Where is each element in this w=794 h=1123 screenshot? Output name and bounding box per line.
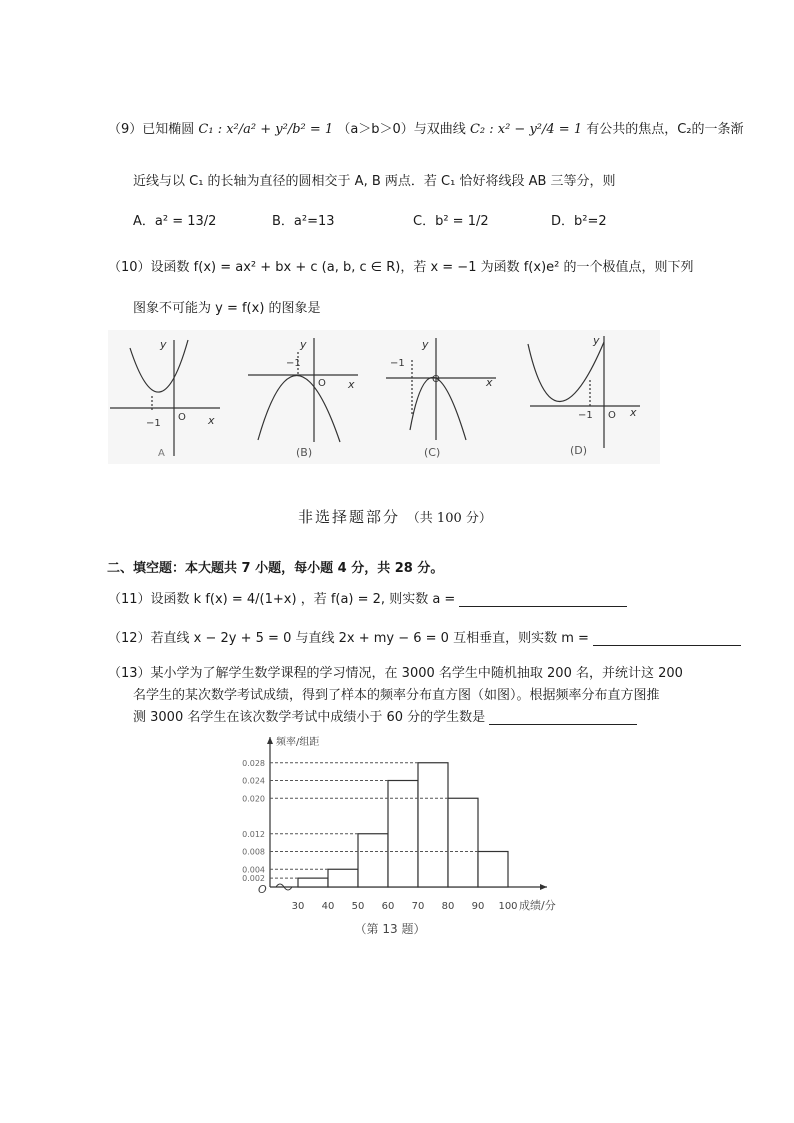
- graph-c-curve: [410, 377, 466, 440]
- graph-c-neg-one: −1: [390, 358, 405, 369]
- graph-d-x-label: x: [630, 406, 637, 419]
- histogram-bar: [388, 781, 418, 888]
- x-tick-label: 40: [321, 901, 335, 912]
- y-tick-label: 0.028: [242, 758, 265, 768]
- q9-option-b: B．a²=13: [272, 214, 335, 229]
- histogram-bar: [298, 878, 328, 887]
- histogram-bar: [328, 869, 358, 887]
- x-tick-label: 30: [291, 901, 305, 912]
- y-tick-label: 0.004: [242, 865, 265, 875]
- q9-hyperbola-equation: C₂ : x² − y²/4 = 1: [469, 122, 583, 137]
- q10-graph-panel: [108, 330, 660, 464]
- q13-answer-blank[interactable]: [489, 709, 637, 725]
- q9-option-d: D．b²=2: [551, 214, 607, 229]
- y-tick-label: 0.008: [242, 847, 265, 857]
- y-tick-label: 0.024: [242, 776, 265, 786]
- x-tick-label: 50: [351, 901, 365, 912]
- q13-line3-text: 测 3000 名学生在该次数学考试中成绩小于 60 分的学生数是: [133, 710, 486, 725]
- graph-b-origin: O: [318, 378, 326, 389]
- graph-b-neg-one: −1: [286, 358, 301, 369]
- y-axis-arrow: [267, 737, 273, 744]
- graph-b-x-label: x: [348, 378, 355, 391]
- q11-text: （11）设函数 k f(x) = 4/(1+x) ，若 f(a) = 2, 则实数 a =: [108, 592, 456, 607]
- graph-a-origin: O: [178, 412, 186, 423]
- graph-d-curve: [528, 342, 604, 402]
- graph-a: [110, 340, 220, 456]
- q10-line2: 图象不可能为 y = f(x) 的图象是: [133, 301, 321, 316]
- q11-answer-blank[interactable]: [459, 591, 627, 607]
- histogram-bar: [358, 834, 388, 887]
- histogram: [225, 735, 565, 944]
- q10-graphs-svg: [108, 330, 660, 464]
- graph-c-x-label: x: [486, 376, 493, 389]
- graph-d-caption: (D): [570, 444, 588, 457]
- y-axis-label: 频率/组距: [276, 737, 320, 748]
- q9-option-a: A．a² = 13/2: [133, 214, 217, 229]
- q12-answer-blank[interactable]: [593, 630, 741, 646]
- y-tick-label: 0.012: [242, 829, 265, 839]
- section-title-text: 非选择题部分: [298, 508, 401, 526]
- histogram-caption: （第 13 题）: [354, 922, 426, 936]
- q11-line: [108, 588, 627, 607]
- y-tick-label: 0.020: [242, 794, 265, 804]
- graph-d: [528, 336, 640, 448]
- graph-c: [386, 338, 496, 440]
- graph-b-caption: (B): [296, 446, 313, 459]
- graph-b-curve: [258, 375, 340, 442]
- section-title: [298, 506, 492, 527]
- histogram-bar: [478, 852, 508, 888]
- q13-line3: [133, 706, 637, 725]
- x-tick-label: 100: [498, 901, 518, 912]
- q10-line1: （10）设函数 f(x) = ax² + bx + c (a, b, c ∈ R)，若 x = −1 为函数 f(x)e² 的一个极值点，则下列: [108, 260, 694, 275]
- x-axis-arrow: [540, 884, 547, 890]
- histogram-svg: [225, 735, 565, 940]
- graph-c-y-label: y: [422, 338, 429, 351]
- x-tick-label: 80: [441, 901, 455, 912]
- x-tick-label: 60: [381, 901, 395, 912]
- section-score: （共 100 分）: [406, 511, 492, 526]
- part2-heading: 二、填空题：本大题共 7 小题，每小题 4 分，共 28 分。: [107, 561, 444, 576]
- q13-line2: 名学生的某次数学考试成绩，得到了样本的频率分布直方图（如图）。根据频率分布直方图推: [133, 688, 660, 703]
- q9-condition: （a＞b＞0）与双曲线: [337, 122, 466, 137]
- x-tick-label: 90: [471, 901, 485, 912]
- q9-line2: 近线与以 C₁ 的长轴为直径的圆相交于 A, B 两点．若 C₁ 恰好将线段 AB 三等分，则: [133, 174, 616, 189]
- q9-suffix: 有公共的焦点，C₂的一条渐: [586, 122, 744, 137]
- graph-d-neg-one: −1: [578, 410, 593, 421]
- q12-line: [108, 627, 741, 646]
- histogram-bar: [448, 798, 478, 887]
- graph-a-curve: [130, 340, 188, 392]
- y-tick-label: 0.002: [242, 874, 265, 884]
- graph-c-caption: (C): [424, 446, 441, 459]
- graph-a-caption: A: [158, 448, 165, 459]
- graph-c-origin: O: [432, 374, 440, 385]
- graph-b-y-label: y: [300, 338, 307, 351]
- q9-line1: [108, 112, 744, 148]
- graph-b: [248, 338, 358, 442]
- graph-a-neg-one: −1: [146, 418, 161, 429]
- graph-d-origin: O: [608, 410, 616, 421]
- q13-line1: （13）某小学为了解学生数学课程的学习情况，在 3000 名学生中随机抽取 200 名，并统计这 200: [108, 666, 683, 681]
- q9-ellipse-equation: C₁ : x²/a² + y²/b² = 1: [198, 122, 334, 137]
- q9-option-c: C．b² = 1/2: [413, 214, 489, 229]
- graph-a-x-label: x: [208, 414, 215, 427]
- graph-a-y-label: y: [160, 338, 167, 351]
- histogram-bar: [418, 763, 448, 887]
- graph-d-y-label: y: [593, 334, 600, 347]
- q12-text: （12）若直线 x − 2y + 5 = 0 与直线 2x + my − 6 = 0 互相垂直，则实数 m =: [108, 631, 589, 646]
- x-tick-label: 70: [411, 901, 425, 912]
- q9-prefix: （9）已知椭圆: [108, 122, 195, 137]
- x-axis-label: 成绩/分: [519, 899, 556, 912]
- origin-label: O: [258, 883, 267, 896]
